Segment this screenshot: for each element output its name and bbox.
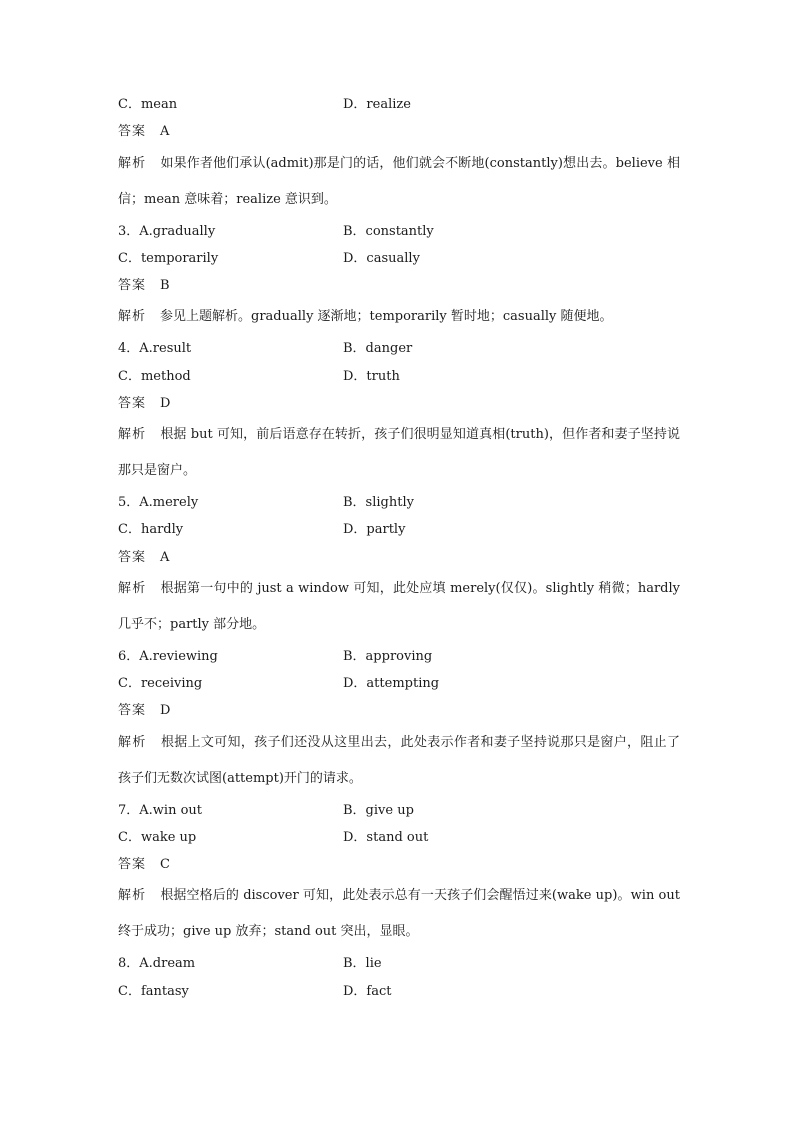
q5-answer-value: A — [160, 550, 170, 565]
answer-label: 答案 — [118, 857, 147, 872]
explanation-label: 解析 — [118, 427, 147, 442]
q6-option-d: D．attempting — [343, 676, 440, 691]
q7-option-c: C．wake up — [118, 830, 197, 845]
q3-option-c: C．temporarily — [118, 251, 219, 266]
q7-option-b: B．give up — [343, 803, 414, 818]
explanation-label: 解析 — [118, 735, 147, 750]
q7-explanation-text: 根据空格后的 discover 可知，此处表示总有一天孩子们会醒悟过来(wake up)。win out 终于成功；give up 放弃；stand out 突出，显眼。 — [118, 888, 680, 939]
q8-option-b: B．lie — [343, 956, 382, 971]
q7-option-d: D．stand out — [343, 830, 429, 845]
q5-explanation — [118, 571, 680, 643]
q6-explanation-text: 根据上文可知，孩子们还没从这里出去，此处表示作者和妻子坚持说那只是窗户，阻止了孩子们无数次试图(attempt)开门的请求。 — [118, 735, 680, 786]
q4-explanation — [118, 417, 680, 489]
q6-answer — [118, 701, 170, 721]
q2-explanation-text: 如果作者他们承认(admit)那是门的话，他们就会不断地(constantly)想出去。believe 相信；mean 意味着；realize 意识到。 — [118, 156, 680, 207]
q7-explanation — [118, 878, 680, 950]
answer-label: 答案 — [118, 124, 147, 139]
q4-answer-value: D — [160, 396, 171, 411]
q3-explanation-text: 参见上题解析。gradually 逐渐地；temporarily 暂时地；casually 随便地。 — [160, 309, 613, 324]
explanation-label: 解析 — [118, 309, 147, 324]
q3-explanation — [118, 299, 680, 335]
q5-option-d: D．partly — [343, 522, 406, 537]
q5-answer — [118, 548, 169, 568]
answer-label: 答案 — [118, 396, 147, 411]
q4-option-d: D．truth — [343, 369, 400, 384]
q5-option-c: C．hardly — [118, 522, 184, 537]
q4-option-a: 4．A.result — [118, 341, 192, 356]
q6-option-b: B．approving — [343, 649, 433, 664]
q5-option-a: 5．A.merely — [118, 495, 199, 510]
explanation-label: 解析 — [118, 156, 147, 171]
q5-explanation-text: 根据第一句中的 just a window 可知，此处应填 merely(仅仅)。slightly 稍微；hardly 几乎不；partly 部分地。 — [118, 581, 680, 632]
q7-answer — [118, 855, 170, 875]
q2-explanation — [118, 146, 680, 218]
q7-option-a: 7．A.win out — [118, 803, 203, 818]
q3-option-b: B．constantly — [343, 224, 434, 239]
answer-label: 答案 — [118, 703, 147, 718]
q4-explanation-text: 根据 but 可知，前后语意存在转折，孩子们很明显知道真相(truth)，但作者和妻子坚持说那只是窗户。 — [118, 427, 680, 478]
q6-option-c: C．receiving — [118, 676, 203, 691]
q4-option-c: C．method — [118, 369, 191, 384]
q7-answer-value: C — [160, 857, 170, 872]
q3-answer-value: B — [160, 278, 170, 293]
q3-option-d: D．casually — [343, 251, 420, 266]
q4-option-b: B．danger — [343, 341, 413, 356]
q4-answer — [118, 394, 170, 414]
q2-answer — [118, 122, 169, 142]
q8-option-a: 8．A.dream — [118, 956, 196, 971]
q8-option-d: D．fact — [343, 984, 392, 999]
explanation-label: 解析 — [118, 581, 147, 596]
q3-option-a: 3．A.gradually — [118, 224, 216, 239]
answer-label: 答案 — [118, 278, 147, 293]
q6-option-a: 6．A.reviewing — [118, 649, 218, 664]
answer-label: 答案 — [118, 550, 147, 565]
q3-answer — [118, 276, 170, 296]
q6-answer-value: D — [160, 703, 171, 718]
q2-option-c: C．mean — [118, 97, 178, 112]
explanation-label: 解析 — [118, 888, 147, 903]
q2-option-d: D．realize — [343, 97, 411, 112]
q2-answer-value: A — [160, 124, 170, 139]
q6-explanation — [118, 725, 680, 797]
q8-option-c: C．fantasy — [118, 984, 189, 999]
q5-option-b: B．slightly — [343, 495, 414, 510]
